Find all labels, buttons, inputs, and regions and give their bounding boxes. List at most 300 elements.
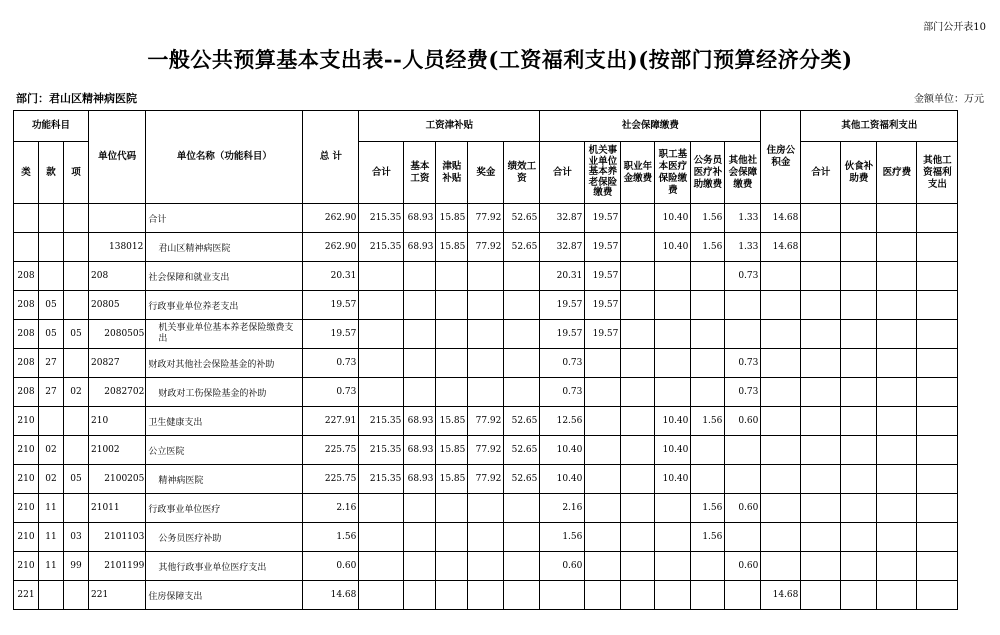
cell-other-total <box>801 494 841 523</box>
cell-other-total <box>801 407 841 436</box>
cell-xiang: 05 <box>64 320 89 349</box>
cell-lei <box>14 233 39 262</box>
cell-xiang: 02 <box>64 378 89 407</box>
header-housing-fund: 住房公积金 <box>761 111 801 204</box>
page-title: 一般公共预算基本支出表--人员经费(工资福利支出)(按部门预算经济分类) <box>147 47 853 72</box>
cell-salary-total <box>359 552 404 581</box>
department-label: 部门：君山区精神病医院 <box>16 92 137 105</box>
cell-other-welfare <box>917 349 958 378</box>
cell-allowance <box>436 581 468 610</box>
cell-other-total <box>801 436 841 465</box>
cell-xiang <box>64 407 89 436</box>
cell-other-total <box>801 320 841 349</box>
header-other-social: 其他社会保障缴费 <box>725 142 761 204</box>
cell-kuan: 05 <box>39 291 64 320</box>
cell-other-social <box>725 320 761 349</box>
cell-unit-name: 合计 <box>146 204 303 233</box>
cell-medical-fee <box>877 320 917 349</box>
cell-bonus <box>468 494 504 523</box>
cell-housing-fund <box>761 407 801 436</box>
cell-basic-salary <box>404 523 436 552</box>
cell-basic-salary: 68.93 <box>404 436 436 465</box>
cell-medical-insurance: 10.40 <box>655 465 691 494</box>
cell-unit-code: 210 <box>89 407 146 436</box>
cell-performance-pay: 52.65 <box>504 436 540 465</box>
cell-unit-code: 2080505 <box>89 320 146 349</box>
cell-other-welfare <box>917 407 958 436</box>
cell-bonus <box>468 262 504 291</box>
cell-meal-allowance <box>841 494 877 523</box>
table-row <box>14 581 958 610</box>
cell-social-total: 1.56 <box>540 523 585 552</box>
cell-xiang <box>64 291 89 320</box>
cell-medical-fee <box>877 523 917 552</box>
cell-performance-pay <box>504 552 540 581</box>
cell-bonus: 77.92 <box>468 436 504 465</box>
cell-lei: 210 <box>14 436 39 465</box>
cell-civil-servant-medical <box>691 465 725 494</box>
cell-allowance: 15.85 <box>436 204 468 233</box>
cell-occupational-annuity <box>621 581 655 610</box>
table-row <box>14 465 958 494</box>
header-meal-allowance: 伙食补助费 <box>841 142 877 204</box>
cell-occupational-annuity <box>621 436 655 465</box>
cell-other-social <box>725 436 761 465</box>
cell-xiang <box>64 581 89 610</box>
cell-allowance: 15.85 <box>436 465 468 494</box>
cell-unit-code <box>89 204 146 233</box>
cell-medical-fee <box>877 262 917 291</box>
cell-civil-servant-medical <box>691 552 725 581</box>
cell-other-social: 1.33 <box>725 233 761 262</box>
cell-lei <box>14 204 39 233</box>
cell-other-total <box>801 523 841 552</box>
cell-basic-salary <box>404 291 436 320</box>
cell-meal-allowance <box>841 523 877 552</box>
cell-pension-insurance <box>585 436 621 465</box>
cell-medical-insurance: 10.40 <box>655 233 691 262</box>
cell-other-welfare <box>917 581 958 610</box>
cell-kuan: 05 <box>39 320 64 349</box>
cell-other-social: 0.73 <box>725 349 761 378</box>
cell-unit-code: 20827 <box>89 349 146 378</box>
cell-meal-allowance <box>841 465 877 494</box>
cell-lei: 210 <box>14 407 39 436</box>
cell-salary-total: 215.35 <box>359 436 404 465</box>
cell-allowance <box>436 552 468 581</box>
cell-social-total: 10.40 <box>540 436 585 465</box>
cell-other-welfare <box>917 494 958 523</box>
cell-other-total <box>801 552 841 581</box>
table-row <box>14 204 958 233</box>
header-xiang: 项 <box>64 142 89 204</box>
cell-other-welfare <box>917 291 958 320</box>
cell-meal-allowance <box>841 552 877 581</box>
cell-lei: 208 <box>14 291 39 320</box>
cell-housing-fund <box>761 436 801 465</box>
header-unit-code: 单位代码 <box>89 111 146 204</box>
cell-basic-salary <box>404 262 436 291</box>
cell-other-social <box>725 465 761 494</box>
header-bonus: 奖金 <box>468 142 504 204</box>
header-salary-total: 合计 <box>359 142 404 204</box>
cell-social-total: 0.73 <box>540 349 585 378</box>
cell-housing-fund <box>761 262 801 291</box>
cell-unit-code: 21011 <box>89 494 146 523</box>
cell-unit-code: 2101199 <box>89 552 146 581</box>
cell-total: 225.75 <box>303 465 359 494</box>
cell-civil-servant-medical: 1.56 <box>691 204 725 233</box>
cell-occupational-annuity <box>621 465 655 494</box>
cell-total: 227.91 <box>303 407 359 436</box>
cell-bonus <box>468 320 504 349</box>
table-row <box>14 378 958 407</box>
cell-unit-name: 其他行政事业单位医疗支出 <box>146 552 303 581</box>
cell-kuan: 02 <box>39 465 64 494</box>
cell-salary-total <box>359 581 404 610</box>
cell-other-social <box>725 523 761 552</box>
cell-meal-allowance <box>841 291 877 320</box>
cell-total: 19.57 <box>303 320 359 349</box>
cell-meal-allowance <box>841 262 877 291</box>
cell-other-welfare <box>917 378 958 407</box>
cell-total: 14.68 <box>303 581 359 610</box>
cell-unit-name: 君山区精神病医院 <box>146 233 303 262</box>
cell-bonus: 77.92 <box>468 465 504 494</box>
cell-medical-insurance: 10.40 <box>655 407 691 436</box>
cell-unit-name: 社会保障和就业支出 <box>146 262 303 291</box>
cell-social-total: 12.56 <box>540 407 585 436</box>
cell-other-total <box>801 262 841 291</box>
cell-pension-insurance: 19.57 <box>585 233 621 262</box>
cell-xiang <box>64 349 89 378</box>
cell-occupational-annuity <box>621 378 655 407</box>
cell-other-total <box>801 378 841 407</box>
cell-kuan: 11 <box>39 523 64 552</box>
cell-medical-fee <box>877 465 917 494</box>
cell-performance-pay <box>504 262 540 291</box>
cell-other-social: 1.33 <box>725 204 761 233</box>
cell-civil-servant-medical <box>691 291 725 320</box>
cell-unit-name: 机关事业单位基本养老保险缴费支出 <box>146 320 303 349</box>
cell-unit-code: 208 <box>89 262 146 291</box>
cell-bonus <box>468 378 504 407</box>
cell-civil-servant-medical: 1.56 <box>691 523 725 552</box>
cell-xiang <box>64 494 89 523</box>
cell-pension-insurance <box>585 349 621 378</box>
cell-other-total <box>801 581 841 610</box>
header-social-total: 合计 <box>540 142 585 204</box>
cell-pension-insurance: 19.57 <box>585 204 621 233</box>
cell-basic-salary: 68.93 <box>404 233 436 262</box>
cell-civil-servant-medical <box>691 262 725 291</box>
cell-total: 0.73 <box>303 349 359 378</box>
cell-salary-total: 215.35 <box>359 407 404 436</box>
cell-performance-pay: 52.65 <box>504 233 540 262</box>
cell-basic-salary <box>404 552 436 581</box>
budget-table <box>13 110 958 610</box>
cell-medical-insurance <box>655 581 691 610</box>
cell-medical-fee <box>877 581 917 610</box>
cell-total: 0.60 <box>303 552 359 581</box>
cell-unit-code: 2082702 <box>89 378 146 407</box>
cell-unit-name: 财政对其他社会保险基金的补助 <box>146 349 303 378</box>
cell-medical-insurance <box>655 349 691 378</box>
cell-medical-fee <box>877 407 917 436</box>
cell-basic-salary <box>404 378 436 407</box>
cell-performance-pay <box>504 291 540 320</box>
header-social-group: 社会保障缴费 <box>540 111 761 142</box>
cell-housing-fund <box>761 349 801 378</box>
header-kuan: 款 <box>39 142 64 204</box>
cell-total: 0.73 <box>303 378 359 407</box>
cell-kuan <box>39 233 64 262</box>
cell-kuan: 11 <box>39 494 64 523</box>
cell-kuan: 02 <box>39 436 64 465</box>
cell-unit-code: 221 <box>89 581 146 610</box>
cell-salary-total <box>359 349 404 378</box>
cell-social-total: 19.57 <box>540 320 585 349</box>
cell-other-social <box>725 581 761 610</box>
cell-pension-insurance: 19.57 <box>585 291 621 320</box>
cell-medical-insurance <box>655 262 691 291</box>
cell-medical-fee <box>877 552 917 581</box>
cell-pension-insurance <box>585 581 621 610</box>
cell-housing-fund: 14.68 <box>761 233 801 262</box>
cell-pension-insurance: 19.57 <box>585 262 621 291</box>
cell-other-social: 0.60 <box>725 494 761 523</box>
cell-occupational-annuity <box>621 204 655 233</box>
cell-civil-servant-medical <box>691 378 725 407</box>
header-row-1 <box>14 111 958 142</box>
cell-salary-total: 215.35 <box>359 204 404 233</box>
cell-total: 262.90 <box>303 233 359 262</box>
cell-meal-allowance <box>841 436 877 465</box>
cell-other-social: 0.73 <box>725 378 761 407</box>
header-other-total: 合计 <box>801 142 841 204</box>
cell-total: 2.16 <box>303 494 359 523</box>
cell-civil-servant-medical: 1.56 <box>691 407 725 436</box>
cell-kuan: 11 <box>39 552 64 581</box>
cell-medical-fee <box>877 436 917 465</box>
cell-other-welfare <box>917 436 958 465</box>
cell-kuan <box>39 204 64 233</box>
cell-social-total: 2.16 <box>540 494 585 523</box>
cell-social-total: 32.87 <box>540 204 585 233</box>
cell-salary-total <box>359 320 404 349</box>
header-func-subject: 功能科目 <box>14 111 89 142</box>
cell-medical-fee <box>877 291 917 320</box>
cell-allowance: 15.85 <box>436 233 468 262</box>
cell-medical-fee <box>877 204 917 233</box>
cell-xiang <box>64 262 89 291</box>
header-unit-name: 单位名称（功能科目） <box>146 111 303 204</box>
cell-lei: 210 <box>14 465 39 494</box>
cell-medical-insurance: 10.40 <box>655 436 691 465</box>
cell-pension-insurance <box>585 407 621 436</box>
table-row <box>14 523 958 552</box>
cell-unit-code: 2100205 <box>89 465 146 494</box>
cell-unit-name: 公务员医疗补助 <box>146 523 303 552</box>
cell-lei: 208 <box>14 349 39 378</box>
cell-meal-allowance <box>841 378 877 407</box>
cell-medical-insurance <box>655 494 691 523</box>
cell-meal-allowance <box>841 204 877 233</box>
cell-occupational-annuity <box>621 494 655 523</box>
cell-civil-servant-medical <box>691 349 725 378</box>
cell-xiang: 05 <box>64 465 89 494</box>
header-pension-insurance: 机关事业单位基本养老保险缴费 <box>585 142 621 204</box>
table-row <box>14 436 958 465</box>
table-row <box>14 291 958 320</box>
cell-pension-insurance <box>585 552 621 581</box>
cell-medical-insurance <box>655 378 691 407</box>
cell-basic-salary <box>404 581 436 610</box>
cell-performance-pay <box>504 523 540 552</box>
cell-total: 225.75 <box>303 436 359 465</box>
cell-total: 1.56 <box>303 523 359 552</box>
cell-performance-pay <box>504 581 540 610</box>
cell-meal-allowance <box>841 581 877 610</box>
header-allowance: 津贴补贴 <box>436 142 468 204</box>
cell-salary-total: 215.35 <box>359 465 404 494</box>
cell-bonus: 77.92 <box>468 407 504 436</box>
cell-other-welfare <box>917 465 958 494</box>
cell-unit-code: 21002 <box>89 436 146 465</box>
cell-housing-fund: 14.68 <box>761 581 801 610</box>
cell-other-total <box>801 204 841 233</box>
cell-other-social: 0.73 <box>725 262 761 291</box>
cell-bonus <box>468 523 504 552</box>
cell-xiang <box>64 436 89 465</box>
cell-unit-name: 公立医院 <box>146 436 303 465</box>
cell-housing-fund <box>761 552 801 581</box>
cell-meal-allowance <box>841 407 877 436</box>
cell-bonus: 77.92 <box>468 233 504 262</box>
form-number: 部门公开表10 <box>923 22 986 33</box>
cell-medical-fee <box>877 349 917 378</box>
cell-kuan: 27 <box>39 378 64 407</box>
header-total: 总 计 <box>303 111 359 204</box>
cell-performance-pay: 52.65 <box>504 204 540 233</box>
table-row <box>14 262 958 291</box>
cell-other-total <box>801 349 841 378</box>
header-basic-salary: 基本工资 <box>404 142 436 204</box>
cell-salary-total: 215.35 <box>359 233 404 262</box>
cell-pension-insurance <box>585 494 621 523</box>
cell-allowance: 15.85 <box>436 436 468 465</box>
cell-basic-salary <box>404 494 436 523</box>
cell-unit-name: 行政事业单位养老支出 <box>146 291 303 320</box>
cell-lei: 208 <box>14 262 39 291</box>
cell-xiang: 99 <box>64 552 89 581</box>
cell-allowance <box>436 523 468 552</box>
cell-performance-pay <box>504 320 540 349</box>
cell-allowance: 15.85 <box>436 407 468 436</box>
cell-medical-insurance <box>655 552 691 581</box>
cell-basic-salary: 68.93 <box>404 407 436 436</box>
cell-performance-pay <box>504 378 540 407</box>
header-civil-servant-medical: 公务员医疗补助缴费 <box>691 142 725 204</box>
cell-civil-servant-medical <box>691 436 725 465</box>
cell-civil-servant-medical <box>691 320 725 349</box>
cell-total: 19.57 <box>303 291 359 320</box>
table-row <box>14 233 958 262</box>
cell-performance-pay <box>504 349 540 378</box>
cell-other-welfare <box>917 320 958 349</box>
cell-housing-fund <box>761 320 801 349</box>
cell-occupational-annuity <box>621 552 655 581</box>
cell-civil-servant-medical <box>691 581 725 610</box>
cell-medical-fee <box>877 378 917 407</box>
cell-pension-insurance: 19.57 <box>585 320 621 349</box>
cell-occupational-annuity <box>621 320 655 349</box>
cell-other-welfare <box>917 523 958 552</box>
cell-social-total: 0.60 <box>540 552 585 581</box>
cell-lei: 210 <box>14 494 39 523</box>
cell-pension-insurance <box>585 378 621 407</box>
header-other-welfare-group: 其他工资福利支出 <box>801 111 958 142</box>
cell-housing-fund <box>761 378 801 407</box>
cell-unit-name: 精神病医院 <box>146 465 303 494</box>
cell-medical-insurance <box>655 291 691 320</box>
cell-other-welfare <box>917 204 958 233</box>
table-row <box>14 407 958 436</box>
table-row <box>14 320 958 349</box>
amount-unit-label: 金额单位：万元 <box>914 94 984 105</box>
cell-social-total: 32.87 <box>540 233 585 262</box>
cell-pension-insurance <box>585 465 621 494</box>
cell-medical-insurance <box>655 523 691 552</box>
cell-salary-total <box>359 378 404 407</box>
cell-unit-name: 行政事业单位医疗 <box>146 494 303 523</box>
cell-basic-salary: 68.93 <box>404 204 436 233</box>
cell-salary-total <box>359 262 404 291</box>
cell-basic-salary <box>404 320 436 349</box>
table-row <box>14 349 958 378</box>
cell-other-social: 0.60 <box>725 407 761 436</box>
cell-kuan <box>39 581 64 610</box>
cell-other-welfare <box>917 233 958 262</box>
cell-allowance <box>436 262 468 291</box>
cell-pension-insurance <box>585 523 621 552</box>
cell-social-total: 10.40 <box>540 465 585 494</box>
cell-medical-insurance: 10.40 <box>655 204 691 233</box>
cell-unit-code: 20805 <box>89 291 146 320</box>
cell-bonus: 77.92 <box>468 204 504 233</box>
cell-other-total <box>801 291 841 320</box>
cell-lei: 208 <box>14 320 39 349</box>
cell-bonus <box>468 581 504 610</box>
cell-unit-name: 财政对工伤保险基金的补助 <box>146 378 303 407</box>
cell-unit-code: 2101103 <box>89 523 146 552</box>
cell-allowance <box>436 378 468 407</box>
cell-bonus <box>468 291 504 320</box>
cell-kuan <box>39 407 64 436</box>
cell-salary-total <box>359 494 404 523</box>
cell-basic-salary: 68.93 <box>404 465 436 494</box>
cell-unit-name: 卫生健康支出 <box>146 407 303 436</box>
cell-performance-pay: 52.65 <box>504 465 540 494</box>
cell-other-social <box>725 291 761 320</box>
cell-other-total <box>801 233 841 262</box>
cell-performance-pay <box>504 494 540 523</box>
cell-total: 20.31 <box>303 262 359 291</box>
table-row <box>14 494 958 523</box>
cell-other-total <box>801 465 841 494</box>
cell-bonus <box>468 552 504 581</box>
header-other-welfare: 其他工资福利支出 <box>917 142 958 204</box>
